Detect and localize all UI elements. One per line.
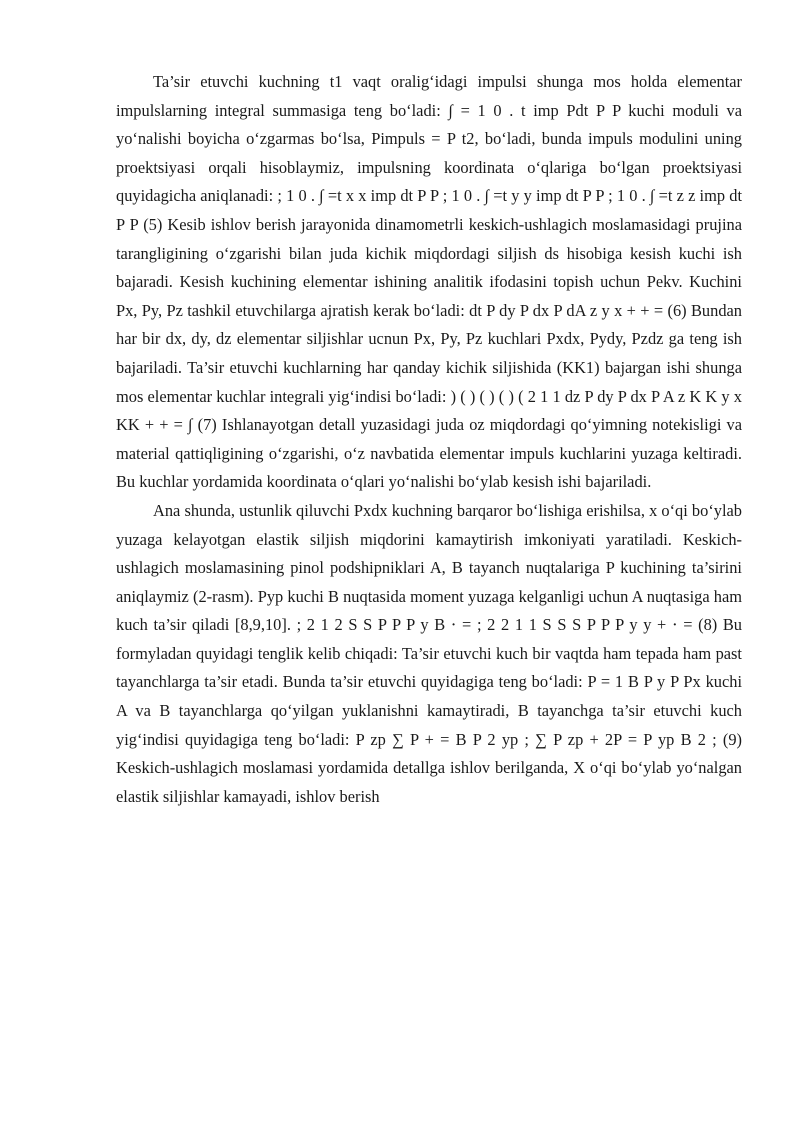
paragraph-1: Ta’sir etuvchi kuchning t1 vaqt oralig‘idagi impulsi shunga mos holda elementar impulslarning integral summasiga teng bo‘ladi: ∫ = 1 0 . t imp Pdt P P kuchi moduli va yo‘nalishi boyicha o‘zgarmas bo‘lsa, Pimpuls = P t2, bo‘ladi, bunda impuls modulini uning proektsiyasi orqali hisoblaymiz, impulsning koordinata o‘qlariga bo‘lgan proektsiyasi quyidagicha aniqlanadi: ; 1 0 . ∫ =t x x imp dt P P ; 1 0 . ∫ =t y y imp dt P P ; 1 0 . ∫ =t z z imp dt P P (5) Kesib ishlov berish jarayonida dinamometrli keskich-ushlagich moslamasidagi prujina tarangligining o‘zgarishi bilan juda kichik miqdordagi siljish ds hisobiga kesish kuchi ish bajaradi. Kesish kuchining elementar ishining analitik ifodasini topish uchun Pekv. Kuchini Px, Py, Pz tashkil etuvchilarga ajratish kerak bo‘ladi: dt P dy P dx P dA z y x + + = (6) Bundan har bir dx, dy, dz elementar siljishlar ucnun Px, Py, Pz kuchlari Pxdx, Pydy, Pzdz ga teng ish bajariladi. Ta’sir etuvchi kuchlarning har qanday kichik siljishida (KK1) bajargan ishi shunga mos elementar kuchlar integrali yig‘indisi bo‘ladi: ) ( ) ( ) ( ) ( 2 1 1 dz P dy P dx P A z K K y x KK + + = ∫ (7) Ishlanayotgan detall yuzasidagi juda oz miqdordagi qo‘yimning notekisligi va material qattiqligining o‘zgarishi, o‘z navbatida elementar impuls kuchlarini yuzaga keltiradi. Bu kuchlar yordamida koordinata o‘qlari yo‘nalishi bo‘ylab kesish ishi bajariladi. — [116, 72, 742, 492]
document-page — [116, 68, 742, 811]
paragraph-2: Ana shunda, ustunlik qiluvchi Pxdx kuchning barqaror bo‘lishiga erishilsa, x o‘qi bo‘ylab yuzaga kelayotgan elastik siljish miqdorini kamaytirish imkoniyati yaratiladi. Keskich-ushlagich moslamasining pinol podshipniklari A, B tayanch nuqtalariga P kuchining ta’sirini aniqlaymiz (2-rasm). Pyp kuchi B nuqtasida moment yuzaga kelganligi uchun A nuqtasiga ham kuch ta’sir qiladi [8,9,10]. ; 2 1 2 S S P P P y B ⋅ = ; 2 2 1 1 S S S P P P y y + ⋅ = (8) Bu formyladan quyidagi tenglik kelib chiqadi: Ta’sir etuvchi kuch bir vaqtda ham tepada ham past tayanchlarga ta’sir etadi. Bunda ta’sir etuvchi quyidagiga teng bo‘ladi: P = 1 B P y P Px kuchi A va B tayanchlarga qo‘yilgan yuklanishni kamaytiradi, B tayanchga ta’sir etuvchi kuch yig‘indisi quyidagiga teng bo‘ladi: P zp ∑ P + = B P 2 yp ; ∑ P zp + 2P = P yp B 2 ; (9) Keskich-ushlagich moslamasi yordamida detallga ishlov berilganda, X o‘qi bo‘ylab yo‘nalgan elastik siljishlar kamayadi, ishlov berish — [116, 500, 742, 806]
